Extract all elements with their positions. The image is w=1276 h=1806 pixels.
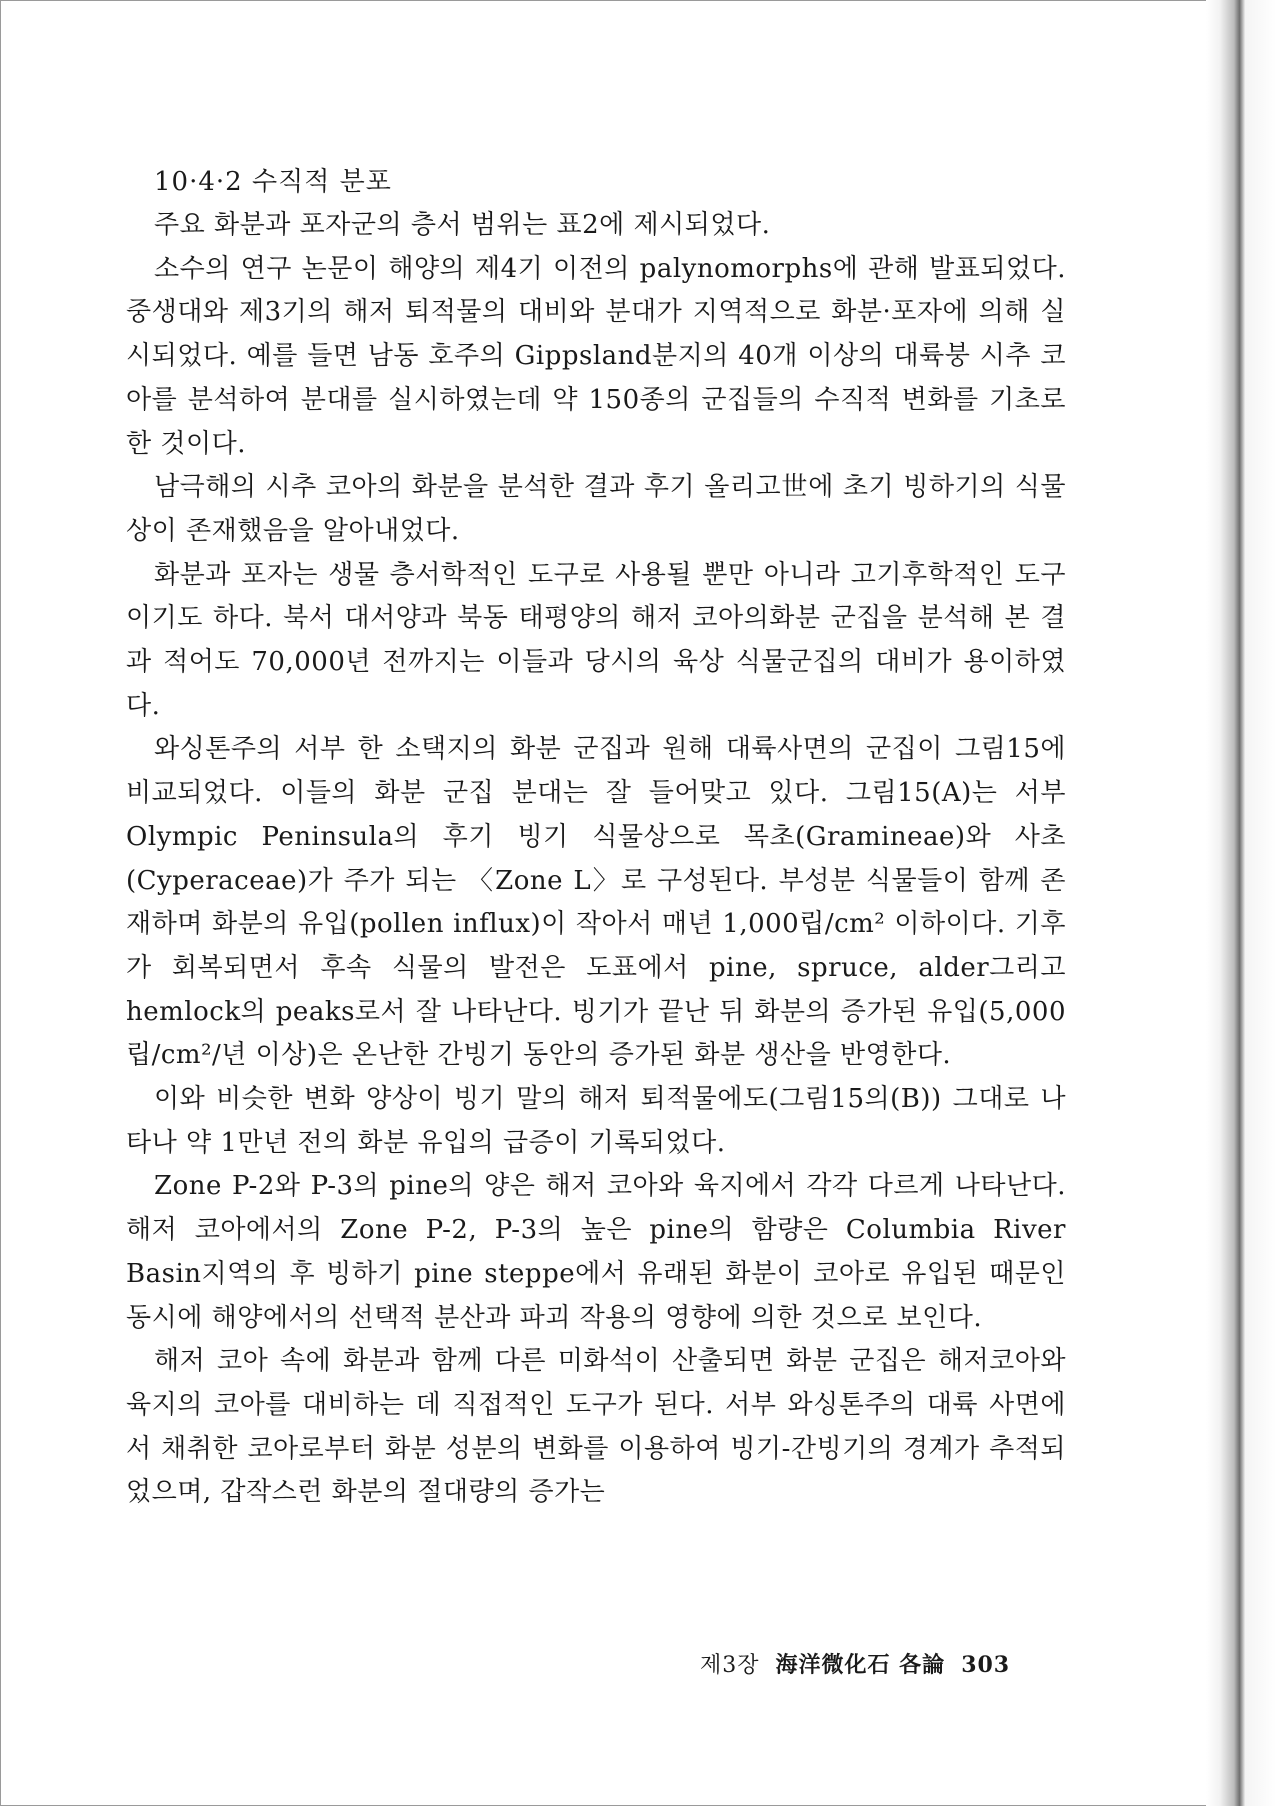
footer-chapter: 제3장 (700, 1653, 760, 1678)
paragraph-5: 와싱톤주의 서부 한 소택지의 화분 군집과 원해 대륙사면의 군집이 그림15에 비교되었다. 이들의 화분 군집 분대는 잘 들어맞고 있다. 그림15(A)는 서부 Olympic Peninsula의 후기 빙기 식물상으로 목초(Gramineae)와 사초(Cyperaceae)가 주가 되는 〈Zone L〉로 구성된다. 부성분 식물들이 함께 존재하며 화분의 유입(pollen influx)이 작아서 매년 1,000립/cm² 이하이다. 기후가 회복되면서 후속 식물의 발전은 도표에서 pine, spruce, alder그리고 hemlock의 peaks로서 잘 나타난다. 빙기가 끝난 뒤 화분의 증가된 유입(5,000립/cm²/년 이상)은 온난한 간빙기 동안의 증가된 화분 생산을 반영한다. (126, 734, 1066, 1071)
paragraph-3: 남극해의 시추 코아의 화분을 분석한 결과 후기 올리고世에 초기 빙하기의 식물상이 존재했음을 알아내었다. (126, 472, 1066, 546)
paragraph-7: Zone P-2와 P-3의 pine의 양은 해저 코아와 육지에서 각각 다르게 나타난다. 해저 코아에서의 Zone P-2, P-3의 높은 pine의 함량은 Columbia River Basin지역의 후 빙하기 pine steppe에서 유래된 화분이 코아로 유입된 때문인 동시에 해양에서의 선택적 분산과 파괴 작용의 영향에 의한 것으로 보인다. (126, 1171, 1066, 1333)
paragraph-8: 해저 코아 속에 화분과 함께 다른 미화석이 산출되면 화분 군집은 해저코아와 육지의 코아를 대비하는 데 직접적인 도구가 된다. 서부 와싱톤주의 대륙 사면에서 채취한 코아로부터 화분 성분의 변화를 이용하여 빙기-간빙기의 경계가 추적되었으며, 갑작스런 화분의 절대량의 증가는 (126, 1346, 1066, 1508)
paragraph-4: 화분과 포자는 생물 층서학적인 도구로 사용될 뿐만 아니라 고기후학적인 도구이기도 하다. 북서 대서양과 북동 태평양의 해저 코아의화분 군집을 분석해 본 결과 적어도 70,000년 전까지는 이들과 당시의 육상 식물군집의 대비가 용이하였다. (126, 559, 1066, 721)
document-page (126, 160, 1066, 1515)
paragraph-6: 이와 비슷한 변화 양상이 빙기 말의 해저 퇴적물에도(그림15의(B)) 그대로 나타나 약 1만년 전의 화분 유입의 급증이 기록되었다. (126, 1084, 1066, 1158)
page-footer (700, 1648, 1070, 1679)
section-heading: 10·4·2 수직적 분포 (154, 167, 392, 197)
page-edge-shadow (1206, 0, 1276, 1806)
paragraph-2: 소수의 연구 논문이 해양의 제4기 이전의 palynomorphs에 관해 발표되었다. 중생대와 제3기의 해저 퇴적물의 대비와 분대가 지역적으로 화분·포자에 의해 실시되었다. 예를 들면 남동 호주의 Gippsland분지의 40개 이상의 대륙붕 시추 코아를 분석하여 분대를 실시하였는데 약 150종의 군집들의 수직적 변화를 기초로 한 것이다. (126, 253, 1066, 459)
page-number: 303 (961, 1652, 1011, 1678)
paragraph-1: 주요 화분과 포자군의 층서 범위는 표2에 제시되었다. (154, 210, 771, 240)
footer-title: 海洋微化石 各論 (775, 1652, 946, 1678)
